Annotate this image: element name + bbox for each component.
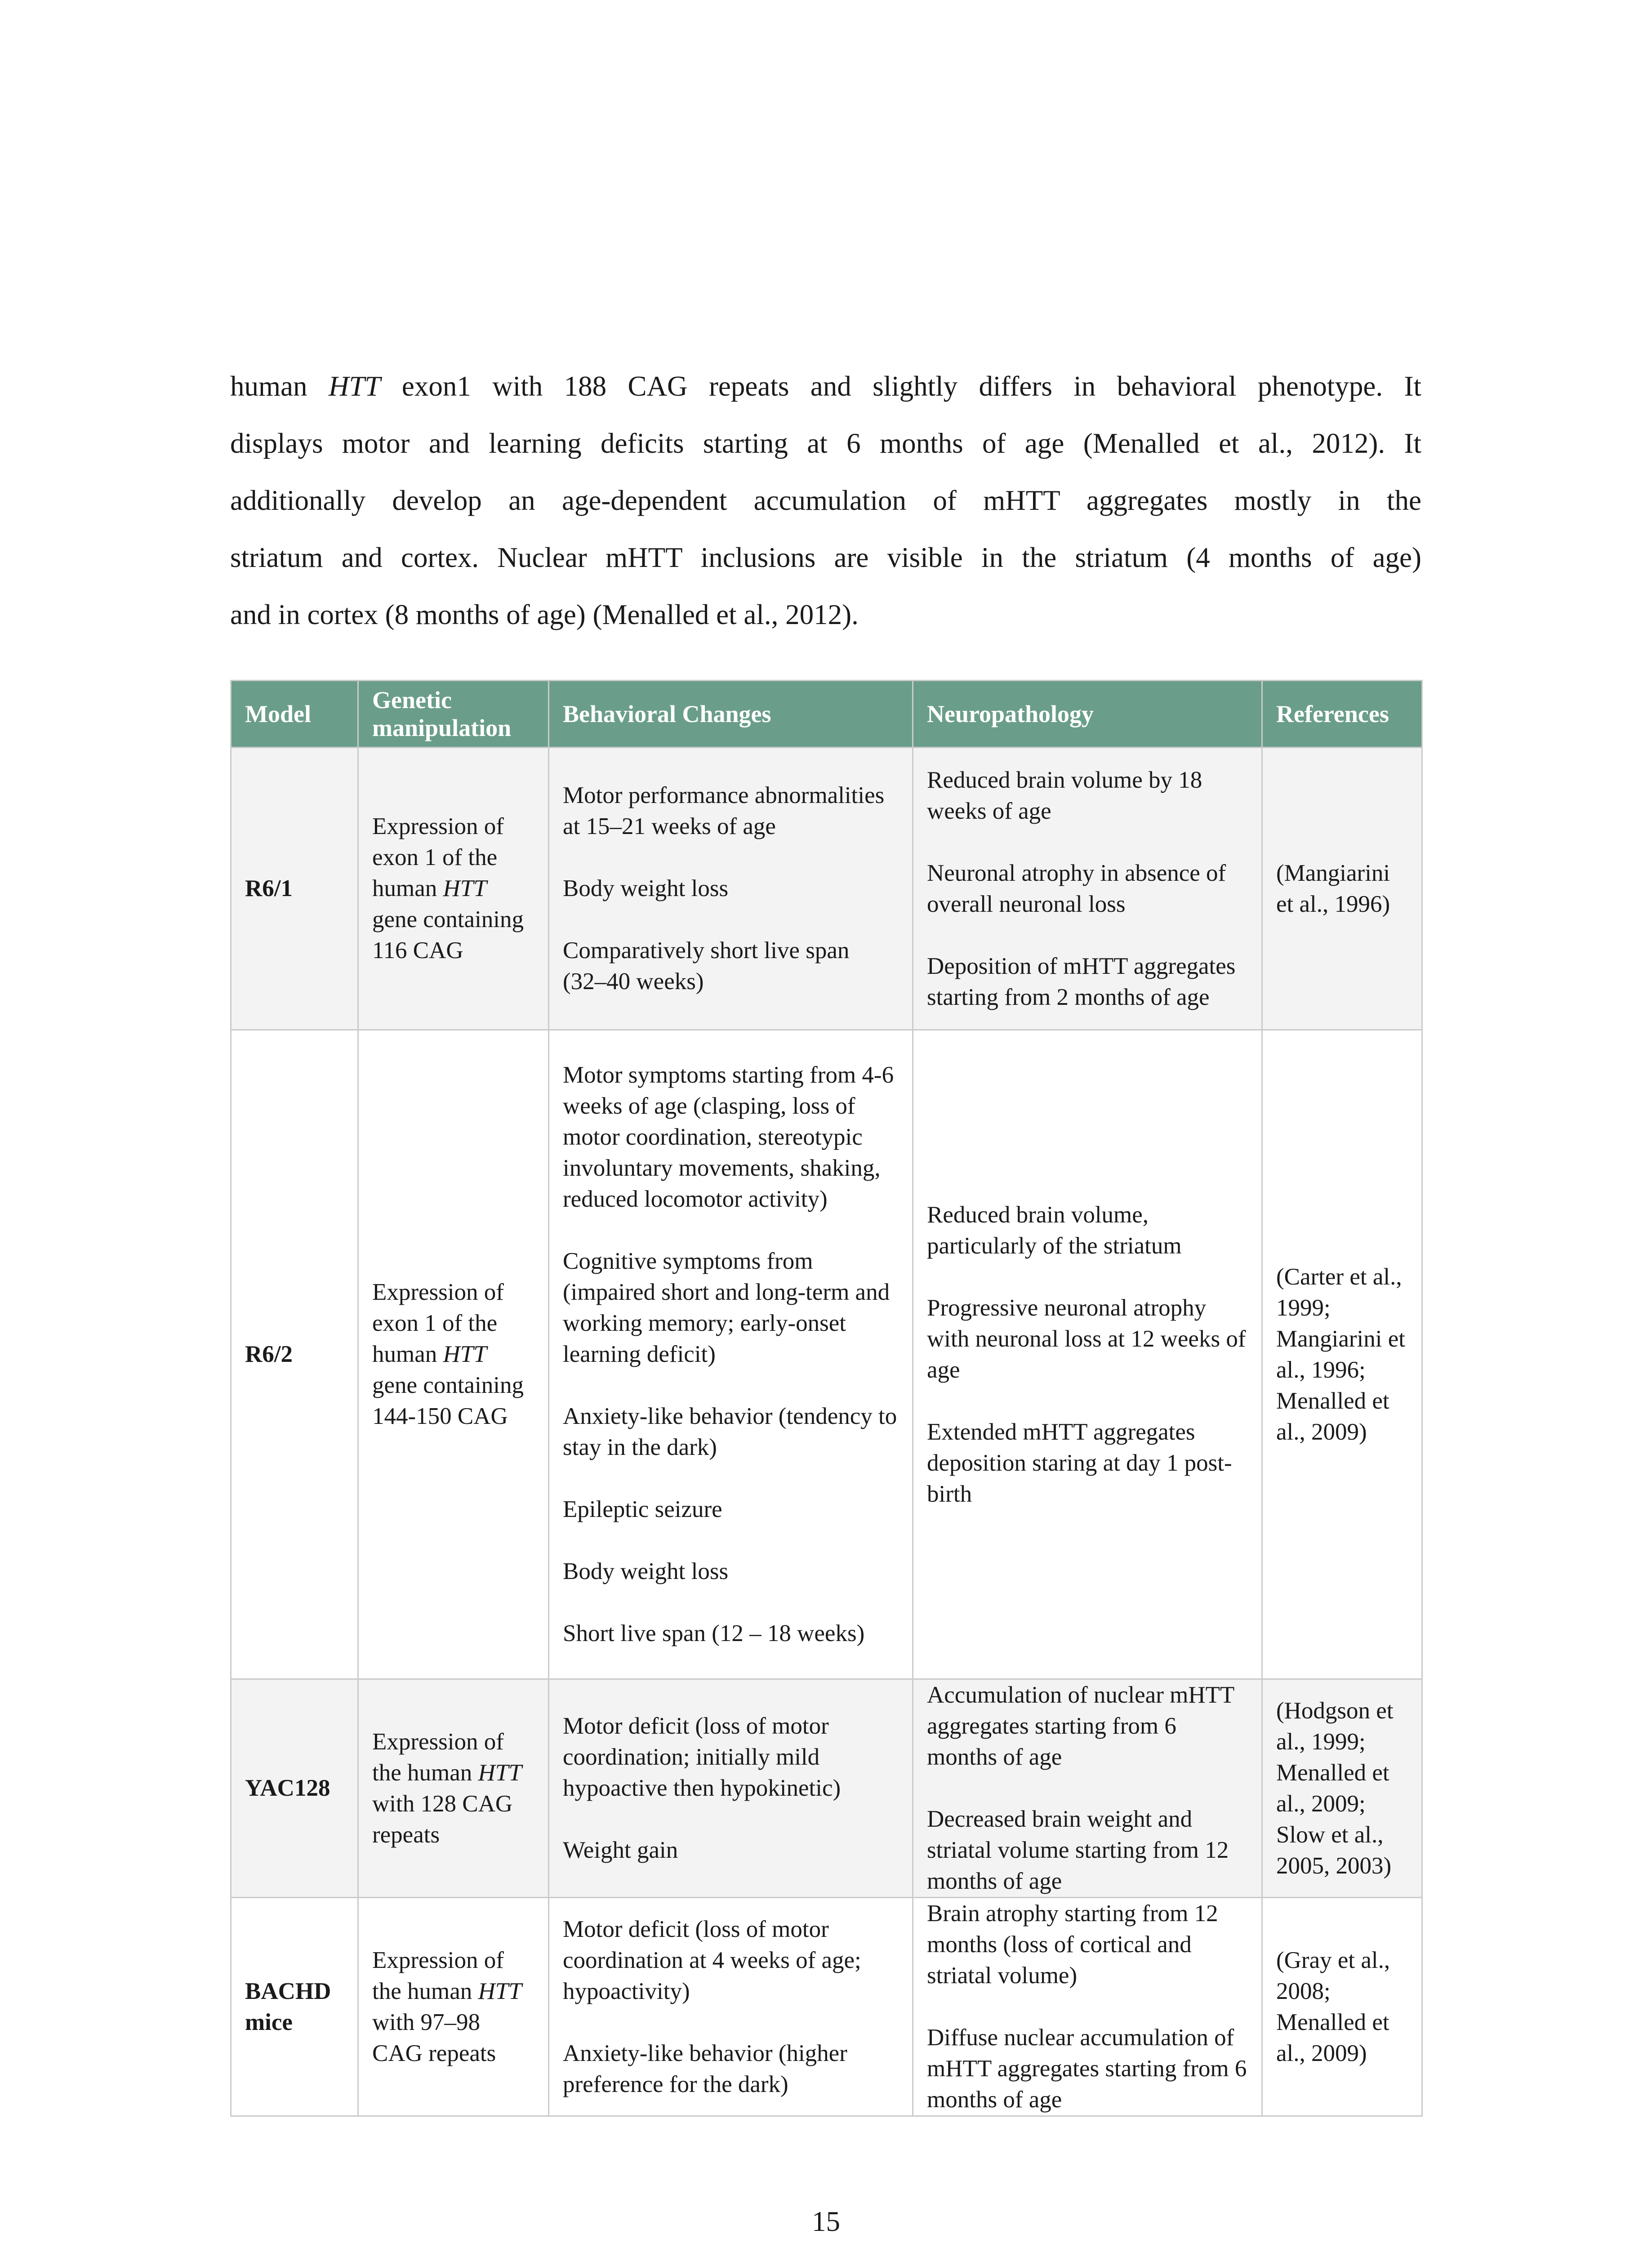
neuropathology-cell — [913, 1898, 1262, 2116]
paragraph-line: striatum and cortex. Nuclear mHTT inclusions are visible in the striatum (4 months of age) — [230, 542, 1421, 573]
behavioral-item: Motor symptoms starting from 4-6 weeks of age (clasping, loss of motor coordination, stereotypic involuntary movements, shaking, reduced locomotor activity) — [563, 1062, 894, 1212]
behavioral-cell — [549, 1030, 913, 1679]
genetic-cell: Expression of the human HTT with 97–98 CAG repeats — [358, 1898, 549, 2116]
header-neuropathology: Neuropathology — [913, 681, 1262, 748]
table-header-row — [231, 681, 1422, 748]
gene-name: HTT — [478, 1978, 522, 2004]
neuropathology-cell — [913, 1030, 1262, 1679]
table-row — [231, 748, 1422, 1030]
body-paragraph — [230, 358, 1421, 643]
header-behavioral-changes: Behavioral Changes — [549, 681, 913, 748]
neuropathology-item: Progressive neuronal atrophy with neuronal loss at 12 weeks of age — [927, 1294, 1246, 1383]
references-cell: (Hodgson et al., 1999; Menalled et al., 2009; Slow et al., 2005, 2003) — [1262, 1679, 1422, 1898]
neuropathology-item: Accumulation of nuclear mHTT aggregates starting from 6 months of age — [927, 1682, 1234, 1770]
mouse-models-table — [230, 680, 1423, 2117]
neuropathology-cell — [913, 748, 1262, 1030]
behavioral-item: Body weight loss — [563, 875, 729, 901]
paragraph-line: human HTT exon1 with 188 CAG repeats and slightly differs in behavioral phenotype. It — [230, 370, 1421, 402]
model-cell: YAC128 — [231, 1679, 358, 1898]
behavioral-item: Epileptic seizure — [563, 1496, 722, 1522]
neuropathology-item: Brain atrophy starting from 12 months (loss of cortical and striatal volume) — [927, 1900, 1218, 1989]
behavioral-cell — [549, 1679, 913, 1898]
model-cell: R6/2 — [231, 1030, 358, 1679]
gene-name: HTT — [443, 1341, 487, 1367]
paragraph-line: additionally develop an age-dependent accumulation of mHTT aggregates mostly in the — [230, 485, 1421, 516]
behavioral-item: Motor deficit (loss of motor coordination; initially mild hypoactive then hypokinetic) — [563, 1713, 841, 1801]
neuropathology-item: Extended mHTT aggregates deposition staring at day 1 post-birth — [927, 1418, 1232, 1507]
behavioral-item: Motor deficit (loss of motor coordination at 4 weeks of age; hypoactivity) — [563, 1916, 861, 2004]
genetic-cell: Expression of exon 1 of the human HTT gene containing 144-150 CAG — [358, 1030, 549, 1679]
neuropathology-item: Decreased brain weight and striatal volume starting from 12 months of age — [927, 1806, 1229, 1894]
behavioral-cell — [549, 748, 913, 1030]
gene-name: HTT — [443, 875, 487, 901]
header-model: Model — [231, 681, 358, 748]
genetic-cell: Expression of the human HTT with 128 CAG repeats — [358, 1679, 549, 1898]
neuropathology-item: Neuronal atrophy in absence of overall neuronal loss — [927, 860, 1226, 917]
neuropathology-item: Deposition of mHTT aggregates starting from 2 months of age — [927, 953, 1236, 1010]
references-cell: (Mangiarini et al., 1996) — [1262, 748, 1422, 1030]
header-references: References — [1262, 681, 1422, 748]
behavioral-item: Motor performance abnormalities at 15–21 weeks of age — [563, 782, 885, 839]
table-row — [231, 1030, 1422, 1679]
model-cell: BACHD mice — [231, 1898, 358, 2116]
neuropathology-item: Diffuse nuclear accumulation of mHTT aggregates starting from 6 months of age — [927, 2025, 1247, 2113]
page-number: 15 — [812, 2206, 840, 2237]
paragraph-line: and in cortex (8 months of age) (Menalled et al., 2012). — [230, 599, 859, 630]
gene-name: HTT — [478, 1759, 522, 1786]
neuropathology-item: Reduced brain volume, particularly of the striatum — [927, 1201, 1182, 1259]
behavioral-item: Comparatively short live span (32–40 weeks) — [563, 937, 850, 995]
model-cell: R6/1 — [231, 748, 358, 1030]
gene-name: HTT — [328, 370, 381, 402]
behavioral-item: Anxiety-like behavior (tendency to stay in the dark) — [563, 1403, 897, 1460]
behavioral-item: Weight gain — [563, 1837, 678, 1863]
table-row — [231, 1679, 1422, 1898]
neuropathology-cell — [913, 1679, 1262, 1898]
paragraph-line: displays motor and learning deficits starting at 6 months of age (Menalled et al., 2012). It — [230, 428, 1421, 459]
header-genetic-manipulation: Genetic manipulation — [358, 681, 549, 748]
behavioral-item: Short live span (12 – 18 weeks) — [563, 1620, 865, 1646]
neuropathology-item: Reduced brain volume by 18 weeks of age — [927, 767, 1202, 824]
references-cell: (Gray et al., 2008; Menalled et al., 2009) — [1262, 1898, 1422, 2116]
references-cell: (Carter et al., 1999; Mangiarini et al., 1996; Menalled et al., 2009) — [1262, 1030, 1422, 1679]
behavioral-item: Body weight loss — [563, 1558, 729, 1584]
genetic-cell: Expression of exon 1 of the human HTT gene containing 116 CAG — [358, 748, 549, 1030]
behavioral-item: Cognitive symptoms from (impaired short and long-term and working memory; early-onset learning deficit) — [563, 1248, 890, 1367]
behavioral-cell — [549, 1898, 913, 2116]
table-row — [231, 1898, 1422, 2116]
behavioral-item: Anxiety-like behavior (higher preference for the dark) — [563, 2040, 847, 2097]
